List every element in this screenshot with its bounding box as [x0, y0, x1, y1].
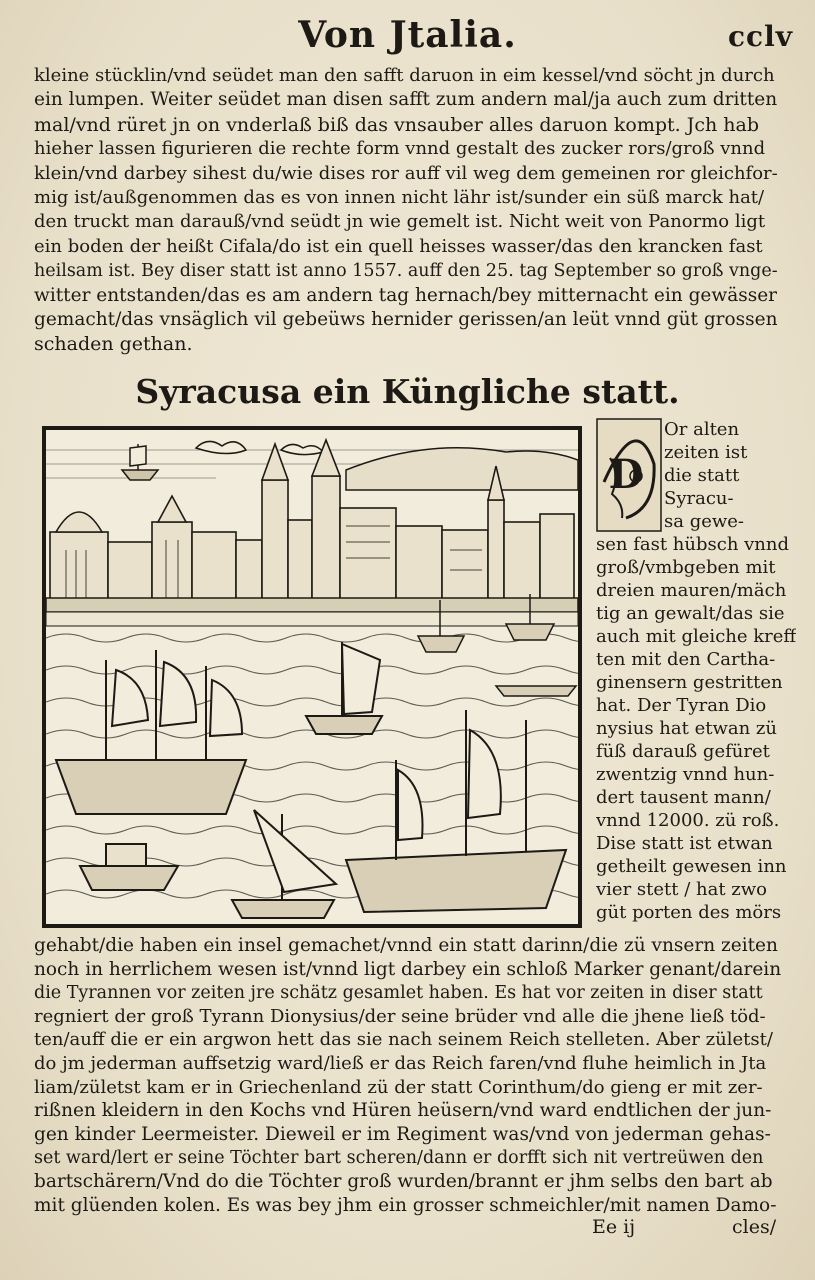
side-line: groß/vmbgeben mit [596, 557, 776, 578]
side-line: getheilt gewesen inn [596, 856, 787, 877]
side-line: zwentzig vnnd hun- [596, 764, 775, 785]
top-line: ein boden der heißt Cifala/do ist ein quell heisses wasser/das den krancken fast [34, 235, 763, 257]
folio-number: cclv [727, 20, 793, 53]
bottom-line: bartschärern/Vnd do die Töchter groß wurden/brannt er jhm selbs den bart ab [34, 1171, 773, 1192]
side-line: ginensern gestritten [596, 672, 783, 693]
bottom-line: ten/auff die er ein argwon hett das sie nach seinem Reich stelleten. Aber zületst/ [34, 1029, 773, 1051]
side-line: auch mit gleiche kreff [596, 626, 796, 647]
side-line: Or alten [664, 419, 740, 440]
woodcut-svg [46, 430, 578, 924]
side-line: nysius hat etwan zü [596, 718, 778, 739]
side-line: die statt [664, 465, 740, 486]
side-line: ten mit den Cartha- [596, 649, 776, 670]
bottom-line: die Tyrannen vor zeiten jre schätz gesamlet haben. Es hat vor zeiten in diser statt [34, 983, 763, 1004]
side-line: sen fast hübsch vnnd [596, 534, 790, 555]
side-line: hat. Der Tyran Dio [596, 695, 767, 716]
bottom-line: set ward/lert er seine Töchter bart scheren/dann er dorfft sich nit vertreüwen den [34, 1148, 764, 1169]
top-line: mal/vnd rüret jn on vnderlaß biß das vnsauber alles daruon kompt. Jch hab [34, 113, 760, 136]
bottom-line: gehabt/die haben ein insel gemachet/vnnd ein statt darinn/die zü vnsern zeiten [34, 935, 778, 956]
running-head: Von Jtalia. [298, 14, 517, 56]
side-line: vier stett / hat zwo [596, 879, 768, 900]
bottom-line: rißnen kleidern in den Kochs vnd Hüren heüsern/vnd ward endtlichen der jun- [34, 1100, 772, 1122]
catchword: cles/ [732, 1216, 777, 1238]
top-line: heilsam ist. Bey diser statt ist anno 1557. auff den 25. tag September so groß vnge- [34, 261, 778, 282]
side-line: dert tausent mann/ [596, 787, 771, 808]
top-line: hieher lassen figurieren die rechte form vnnd gestalt des zucker rors/groß vnnd [34, 138, 766, 160]
top-line: gemacht/das vnsäglich vil gebeüws hernider gerissen/an leüt vnnd güt grossen [34, 309, 778, 330]
side-line: füß darauß gefüret [596, 741, 770, 762]
top-line: schaden gethan. [34, 333, 193, 356]
decorated-initial-d [596, 418, 662, 532]
top-line: ein lumpen. Weiter seüdet man disen safft zum andern mal/ja auch zum dritten [34, 89, 778, 111]
bottom-line: noch in herrlichem wesen ist/vnnd ligt darbey ein schloß Marker genant/darein [34, 958, 782, 980]
side-line: sa gewe- [664, 511, 745, 532]
side-line: dreien mauren/mäch [596, 580, 787, 601]
top-line: klein/vnd darbey sihest du/wie dises ror auff vil weg dem gemeinen ror gleichfor- [34, 162, 778, 184]
top-line: witter entstanden/das es am andern tag hernach/bey mitternacht ein gewässer [34, 284, 778, 306]
side-line: zeiten ist [664, 442, 748, 463]
bottom-line: do jm jederman auffsetzig ward/ließ er das Reich faren/vnd fluhe heimlich in Jta [34, 1053, 767, 1074]
top-line: kleine stücklin/vnd seüdet man den safft daruon in eim kessel/vnd söcht jn durch [34, 65, 775, 86]
bottom-line: liam/zületst kam er in Griechenland zü der statt Corinthum/do gieng er mit zer- [34, 1076, 763, 1098]
bottom-line: gen kinder Leermeister. Dieweil er im Regiment was/vnd von jederman gehas- [34, 1123, 771, 1145]
signature-mark: Ee ij [592, 1216, 636, 1238]
top-line: den truckt man darauß/vnd seüdt jn wie gemelt ist. Nicht weit von Panormo ligt [34, 211, 766, 233]
bottom-line: regniert der groß Tyrann Dionysius/der seine brüder vnd alle die jhene ließ töd- [34, 1005, 766, 1027]
top-line: mig ist/außgenommen das es von innen nicht lähr ist/sunder ein süß marck hat/ [34, 187, 765, 208]
side-line: vnnd 12000. zü roß. [596, 810, 780, 831]
bottom-line: mit glüenden kolen. Es was bey jhm ein grosser schmeichler/mit namen Damo- [34, 1194, 777, 1216]
syracuse-woodcut-illustration [42, 426, 582, 928]
side-line: Syracu- [664, 488, 734, 509]
section-title: Syracusa ein Küngliche statt. [135, 372, 680, 411]
initial-letter: D [608, 451, 644, 498]
side-line: Dise statt ist etwan [596, 833, 773, 854]
side-line: tig an gewalt/das sie [596, 603, 785, 624]
side-line: güt porten des mörs [596, 902, 782, 923]
